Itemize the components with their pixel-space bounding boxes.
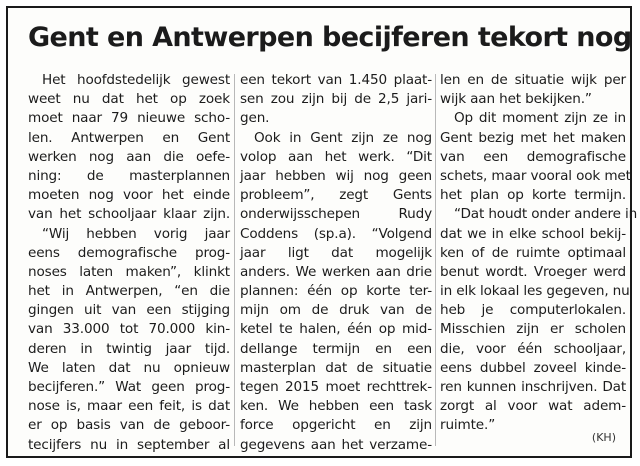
article-column-2: [240, 71, 432, 455]
text-line: het plan op korte termijn.: [440, 187, 626, 204]
text-line: gen.: [240, 110, 270, 127]
text-line: tecijfers nu in september al: [28, 436, 230, 453]
text-line: becijferen.” Wat geen prog-: [28, 379, 230, 395]
column-divider: [435, 74, 436, 446]
text-line: eens dubbel zoveel kinde-: [440, 359, 626, 376]
text-line: jaar hebben wij nog geen: [240, 167, 432, 184]
text-line: van 33.000 tot 70.000 kin-: [28, 321, 230, 338]
author-credit: (KH): [591, 431, 616, 444]
text-line: er op basis van de geboor-: [28, 417, 230, 434]
text-line: Gent bezig met het maken: [440, 129, 626, 146]
text-line: in elk lokaal les gegeven, nu: [440, 283, 630, 300]
text-line: ken. We hebben een task: [240, 398, 432, 415]
text-line: moet naar 79 nieuwe scho-: [28, 110, 230, 127]
text-line: tegen 2015 moet rechttrek-: [240, 379, 432, 395]
text-line: Coddens (sp.a). “Volgend: [240, 225, 432, 242]
text-line: We laten dat nu opnieuw: [28, 359, 230, 376]
text-line: wijk aan het bekijken.”: [440, 91, 592, 108]
text-line: zorgt al voor wat adem-: [440, 398, 626, 415]
text-line: volop aan het werk. “Dit: [240, 148, 432, 165]
text-line: een tekort van 1.450 plaat-: [240, 72, 432, 88]
text-line: gingen uit van een stijging: [28, 302, 230, 319]
text-line: onderwijsschepen Rudy: [240, 206, 432, 223]
text-line: het in Antwerpen, “en die: [28, 283, 230, 300]
text-line: ken of de ruimte optimaal: [440, 244, 626, 261]
text-line: masterplan dat de situatie: [240, 359, 432, 376]
text-line: heb je computerlokalen.: [440, 302, 626, 319]
text-line: probleem”, zegt Gents: [240, 187, 432, 204]
text-line: nose is, maar een feit, is dat: [28, 398, 230, 415]
text-line: ning: de masterplannen: [28, 167, 230, 184]
text-line: deren in twintig jaar tijd.: [28, 340, 230, 357]
text-line: van een demografische: [440, 148, 626, 165]
text-line: Misschien zijn er scholen: [440, 321, 626, 338]
article-column-3: [440, 71, 638, 436]
text-line: eens demografische prog-: [28, 244, 230, 261]
text-line: benut wordt. Vroeger werd: [440, 263, 626, 280]
text-line: ketel te halen, één op mid-: [240, 321, 432, 338]
text-line: schets, maar vooral ook met: [440, 167, 631, 184]
text-line: gegevens aan het verzame-: [240, 436, 432, 453]
text-line: “Dat houdt onder andere in: [454, 206, 638, 223]
text-line: force opgericht en zijn: [240, 417, 432, 434]
text-line: sen zou zijn bij de 2,5 jari-: [240, 91, 432, 108]
article-column-1: [28, 71, 230, 455]
text-line: dat we in elke school bekij-: [440, 225, 626, 242]
text-line: len en de situatie wijk per: [440, 72, 626, 88]
text-line: len. Antwerpen en Gent: [28, 129, 230, 146]
text-line: die, voor één schooljaar,: [440, 340, 626, 357]
column-divider: [234, 74, 235, 446]
text-line: mijn om de druk van de: [240, 302, 432, 319]
text-line: moeten nog voor het einde: [28, 187, 230, 204]
text-line: werken nog aan die oefe-: [28, 148, 230, 165]
text-line: Ook in Gent zijn ze nog: [254, 129, 432, 146]
text-line: plannen: één op korte ter-: [240, 283, 432, 300]
text-line: Het hoofdstedelijk gewest: [42, 72, 230, 88]
text-line: dellange termijn en een: [240, 340, 432, 357]
text-line: ruimte.”: [440, 417, 496, 434]
text-line: van het schooljaar klaar zijn.: [28, 206, 230, 223]
text-line: “Wij hebben vorig jaar: [42, 225, 230, 242]
text-line: ren kunnen inschrijven. Dat: [440, 379, 626, 395]
newspaper-clipping: [6, 6, 638, 458]
text-line: noses laten maken”, klinkt: [28, 263, 230, 280]
text-line: Op dit moment zijn ze in: [454, 110, 626, 127]
article-headline: Gent en Antwerpen becijferen tekort nog: [28, 22, 632, 53]
text-line: anders. We werken aan drie: [240, 263, 432, 280]
text-line: jaar ligt dat mogelijk: [240, 244, 432, 261]
text-line: weet nu dat het op zoek: [28, 91, 230, 108]
